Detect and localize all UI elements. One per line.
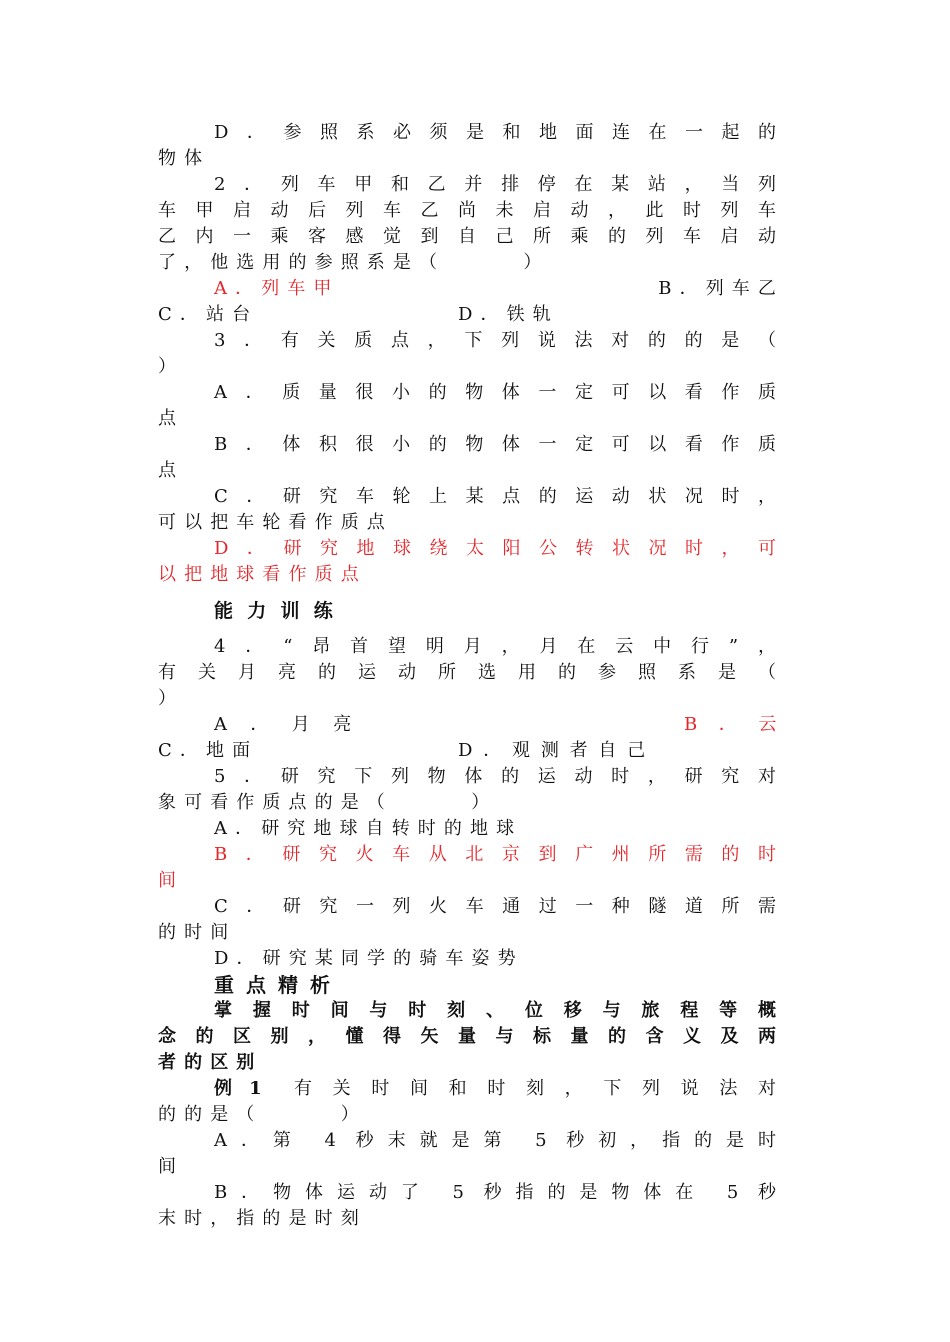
q2-option-b: B．列车乙 xyxy=(658,278,784,299)
example1-option-a-line2: 间 xyxy=(158,1156,185,1177)
q3-option-d-line2: 以把地球看作质点 xyxy=(158,564,367,585)
q2-option-c: C．站台 xyxy=(158,304,259,325)
q3-option-c-line1: C．研究车轮上某点的运动状况时， xyxy=(214,486,776,507)
q2-stem-line1: 2．列车甲和乙并排停在某站，当列 xyxy=(214,174,776,195)
q2-stem-line3: 乙内一乘客感觉到自己所乘的列车启动 xyxy=(158,226,776,247)
q1-option-d-line2: 物体 xyxy=(158,148,211,169)
example1-option-b-line1: B．物体运动了 5 秒指的是物体在 5 秒 xyxy=(214,1182,776,1203)
q5-option-c-line2: 的时间 xyxy=(158,922,237,943)
q5-option-b-line2: 间 xyxy=(158,870,185,891)
example1-stem-rest: 有关时间和时刻，下列说法对 xyxy=(294,1078,776,1099)
q5-stem-line2: 象可看作质点的是（ ） xyxy=(158,792,498,813)
q5-option-c-line1: C．研究一列火车通过一种隧道所需 xyxy=(214,896,776,917)
q4-stem-line2: 有关月亮的运动所选用的参照系是（ xyxy=(158,662,776,683)
q4-options-row1 xyxy=(158,712,798,738)
q2-stem-line2: 车甲启动后列车乙尚未启动，此时列车 xyxy=(158,200,776,221)
key-point-line1: 掌握时间与时刻、位移与旅程等概 xyxy=(214,1000,776,1021)
q3-stem-line1: 3．有关质点，下列说法对的的是（ xyxy=(214,330,776,351)
q3-option-c-line2: 可以把车轮看作质点 xyxy=(158,512,393,533)
q2-option-d: D．铁轨 xyxy=(458,304,559,325)
q3-option-b-line2: 点 xyxy=(158,460,185,481)
q4-option-b: B．云 xyxy=(683,714,798,735)
q3-option-b-line1: B．体积很小的物体一定可以看作质 xyxy=(214,434,776,455)
q3-option-d-line1: D．研究地球绕太阳公转状况时，可 xyxy=(214,538,776,559)
key-point-line3: 者的区别 xyxy=(158,1052,263,1073)
key-point-line2: 念的区别，懂得矢量与标量的含义及两 xyxy=(158,1026,776,1047)
section-heading-key: 重点精析 xyxy=(214,973,342,997)
q3-stem-line2: ） xyxy=(158,356,185,377)
document-page xyxy=(158,120,798,1232)
q2-options-row1 xyxy=(158,276,784,302)
q1-option-d-line1: D．参照系必须是和地面连在一起的 xyxy=(214,122,776,143)
example1-option-b-line2: 末时，指的是时刻 xyxy=(158,1208,367,1229)
q4-option-a: A．月亮 xyxy=(214,714,375,735)
q5-option-a: A．研究地球自转时的地球 xyxy=(214,818,523,839)
section-heading-ability: 能力训练 xyxy=(214,600,348,622)
example1-label: 例 1 xyxy=(214,1078,267,1099)
q5-option-d: D．研究某同学的骑车姿势 xyxy=(214,948,524,969)
example1-option-a-line1: A．第 4 秒末就是第 5 秒初，指的是时 xyxy=(214,1130,776,1151)
q2-stem-line4: 了，他选用的参照系是（ ） xyxy=(158,252,550,273)
q4-stem-line1: 4．“昂首望明月，月在云中行”， xyxy=(214,636,776,657)
q4-options-row2 xyxy=(158,738,776,764)
example1-stem-line1 xyxy=(158,1076,776,1102)
q5-stem-line1: 5．研究下列物体的运动时，研究对 xyxy=(214,766,776,787)
q2-option-a: A．列车甲 xyxy=(214,278,340,299)
q2-options-row2 xyxy=(158,302,776,328)
q4-option-d: D．观测者自己 xyxy=(458,740,657,761)
q3-option-a-line2: 点 xyxy=(158,408,185,429)
q3-option-a-line1: A．质量很小的物体一定可以看作质 xyxy=(214,382,776,403)
q5-option-b-line1: B．研究火车从北京到广州所需的时 xyxy=(214,844,776,865)
example1-stem-line2: 的的是（ ） xyxy=(158,1104,367,1125)
q4-option-c: C．地面 xyxy=(158,740,259,761)
q4-stem-line3: ） xyxy=(158,688,185,709)
